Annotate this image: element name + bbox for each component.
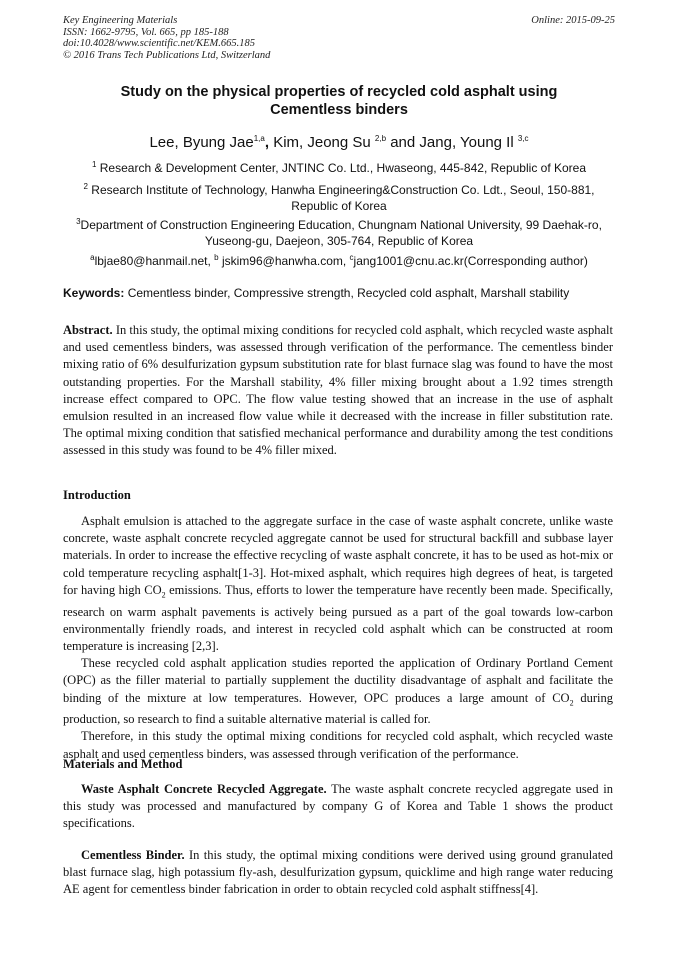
affiliation-1	[60, 157, 618, 177]
online-date: Online: 2015-09-25	[531, 15, 615, 26]
abstract-label: Abstract.	[63, 323, 113, 337]
issn-line: ISSN: 1662-9795, Vol. 665, pp 185-188	[63, 26, 229, 38]
keywords-text: Cementless binder, Compressive strength, Recycled cold asphalt, Marshall stability	[127, 286, 570, 300]
email-b-sup: b	[214, 253, 219, 262]
materials-paragraph-2	[63, 847, 613, 899]
abstract-text: In this study, the optimal mixing conditions for recycled cold asphalt, which recycled waste asphalt and used cementless binders, was assessed through verification of the performance. The cementless binder mixing ratio of 6% desulfurization gypsum substitution rate for blast furnace slag was found to have the most outstanding properties. For the Marshall stability, 4% filler mixing brought about a 1.92 times strength increase effect compared to OPC. The flow value testing showed that an increase in the use of asphalt emulsion resulted in an increased flow value while it decreased with the increase in filler substitution rate. The optimal mixing condition that satisfied mechanical performance and durability among the test conditions assessed in this study was found to be 4% filler mixed.	[63, 323, 613, 458]
email-a-sup: a	[90, 253, 95, 262]
journal-name: Key Engineering Materials	[63, 15, 178, 26]
abstract	[63, 322, 613, 460]
materials-paragraph-1	[63, 781, 613, 833]
introduction-heading: Introduction	[63, 488, 131, 502]
materials-p1-text: The waste asphalt concrete recycled aggregate used in this study was processed and manufactured by company G of Korea and Table 1 shows the product specifications.	[63, 782, 613, 831]
intro-paragraph-3: Therefore, in this study the optimal mixing conditions for recycled cold asphalt, which recycled waste asphalt and used cementless binders, was assessed through verification of the performance.	[63, 729, 613, 761]
affiliation-3-sup: 3	[76, 217, 81, 226]
email-c: jang1001@cnu.ac.kr(Corresponding author)	[353, 254, 588, 268]
affiliation-1-text: Research & Development Center, JNTINC Co. Ltd., Hwaseong, 445-842, Republic of Korea	[99, 161, 587, 175]
email-b: jskim96@hanwha.com,	[221, 254, 347, 268]
author-and: and	[390, 134, 416, 151]
keywords	[63, 286, 638, 301]
intro-p2-part-b: during production, so research to find a suitable alternative material is called for.	[63, 690, 613, 727]
intro-p1-part-b: emissions. Thus, efforts to lower the temperature have recently been made. Specifically, research on warm asphalt pavements is actively being pursued as a part of the goal towards low-carbon environmentally friendly roads, and interest in recycled cold asphalt which can be constructed at room temperature is increasing [2,3].	[63, 582, 613, 653]
materials-heading: Materials and Method	[63, 757, 183, 771]
intro-paragraph-1	[63, 513, 613, 655]
materials-p2-text: In this study, the optimal mixing conditions were derived using ground granulated blast furnace slag, high potassium fly-ash, desulfurization gypsum, quicklime and high range water reducing AE agent for cementless binder fabrication in order to obtain recycled cold asphalt stiffness[4].	[63, 848, 613, 897]
journal-header	[63, 15, 615, 61]
introduction-body	[63, 513, 613, 763]
affiliation-1-sup: 1	[91, 160, 97, 169]
author-list: Lee, Byung Jae$^{1,a}$, Kim, Jeong Su $^{2,b}$ and Jang, Young Il $^{3,c}$	[149, 134, 529, 151]
author-2-sup: 2,b	[374, 134, 387, 143]
intro-p1-subscript: 2	[161, 590, 166, 600]
author-2: Kim, Jeong Su	[273, 134, 371, 151]
affiliation-2	[60, 179, 618, 214]
materials-p2-head: Cementless Binder.	[81, 848, 185, 862]
copyright-line: © 2016 Trans Tech Publications Ltd, Switzerland	[63, 49, 271, 61]
author-3-sup: 3,c	[517, 134, 529, 143]
author-1: Lee, Byung Jae	[149, 134, 254, 151]
affiliation-2-sup: 2	[83, 182, 88, 191]
affiliation-3	[60, 214, 618, 249]
affiliation-2-text: Research Institute of Technology, Hanwha Engineering&Construction Co. Ldt., Seoul, 150-881, Republic of Korea	[91, 183, 595, 213]
intro-p2-subscript: 2	[569, 698, 574, 708]
affiliation-3-text: Department of Construction Engineering Education, Chungnam National University, 99 Daehak-ro, Yuseong-gu, Daejeon, 305-764, Republic of Korea	[80, 218, 602, 248]
email-c-sup: c	[349, 253, 354, 262]
doi-line: doi:10.4028/www.scientific.net/KEM.665.185	[63, 38, 255, 49]
author-1-sup: 1,a	[253, 134, 265, 143]
author-3: Jang, Young Il	[419, 134, 514, 151]
intro-p1-part-a: Asphalt emulsion is attached to the aggregate surface in the case of waste asphalt concrete, unlike waste concrete, waste asphalt concrete recycled aggregate cannot be used for structural backfill and subbase layer materials. In order to increase the effective recycling of waste asphalt concrete, it has to be used as hot-mix or cold temperature recycling asphalt[1-3]. Hot-mixed asphalt, which requires high degrees of heat, is targeted for having high CO	[63, 514, 613, 597]
paper-title: Study on the physical properties of recycled cold asphalt using Cementless binders	[120, 84, 558, 118]
keywords-label: Keywords:	[63, 286, 125, 300]
email-line	[40, 250, 638, 269]
materials-p1-head: Waste Asphalt Concrete Recycled Aggregate.	[81, 782, 327, 796]
email-a: lbjae80@hanmail.net,	[94, 254, 211, 268]
intro-paragraph-2	[63, 655, 613, 728]
intro-p2-part-a: These recycled cold asphalt application studies reported the application of Ordinary Portland Cement (OPC) as the filler material to partially supplement the ductility disadvantage of asphalt and facilitate the binding of the mixture at low temperatures. However, OPC produces a large amount of CO	[63, 656, 613, 705]
